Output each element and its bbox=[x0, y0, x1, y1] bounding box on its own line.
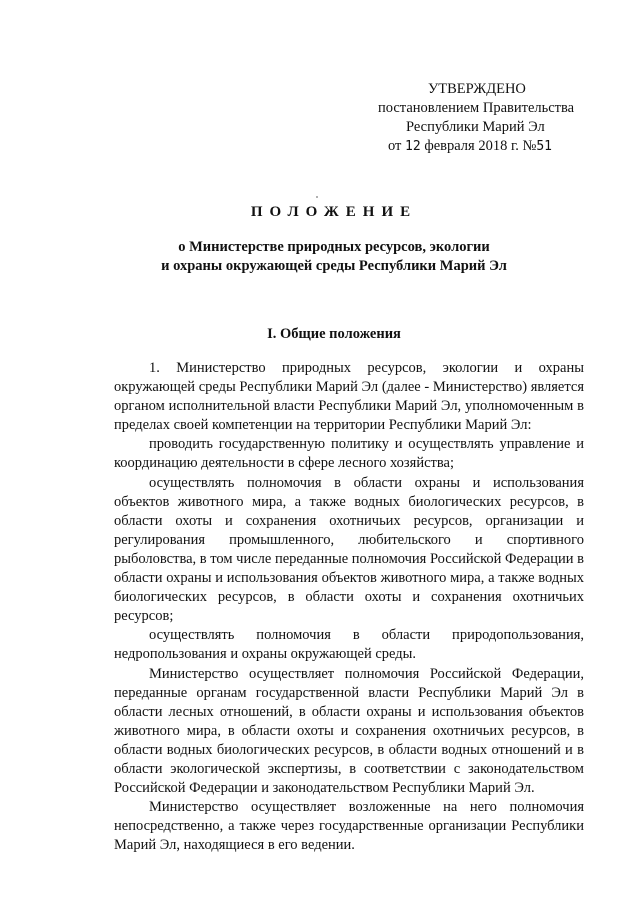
approval-number: 51 bbox=[536, 139, 553, 154]
approval-by-line: постановлением Правительства bbox=[378, 100, 575, 116]
document-body bbox=[114, 359, 584, 855]
approval-date-rest: февраля 2018 г. № bbox=[424, 138, 537, 154]
paragraph-1: 1. Министерство природных ресурсов, экологии и охраны окружающей среды Республики Марий Эл (далее - Министерство) является органом исполнительной власти Республики Марий Эл, уполномоченным в пределах своей компетенции на территории Республики Марий Эл: bbox=[114, 360, 584, 434]
document-subtitle bbox=[0, 238, 640, 276]
paragraph-2: проводить государственную политику и осуществлять управление и координацию деятельности в сфере лесного хозяйства; bbox=[114, 436, 584, 472]
approval-date-line bbox=[372, 137, 612, 156]
approval-heading: УТВЕРЖДЕНО bbox=[428, 81, 526, 97]
section-heading: I. Общие положения bbox=[267, 326, 401, 342]
document-title: ПОЛОЖЕНИЕ bbox=[250, 204, 418, 220]
paragraph-3: осуществлять полномочия в области охраны и использования объектов животного мира, а также водных биологических ресурсов, в области охоты и сохранения охотничьих ресурсов, организации и регулирования промышленного, любительского и спортивного рыболовства, в том числе переданные полномочия Российской Федерации в области охраны и использования объектов животного мира, а также водных биологических ресурсов, в области охоты и сохранения охотничьих ресурсов; bbox=[114, 474, 585, 625]
approval-region: Республики Марий Эл bbox=[406, 119, 545, 135]
paragraph-4: осуществлять полномочия в области природопользования, недропользования и охраны окружающей среды. bbox=[114, 627, 584, 663]
paragraph-6: Министерство осуществляет возложенные на него полномочия непосредственно, а также через государственные организации Республики Марий Эл, находящиеся в его ведении. bbox=[114, 799, 584, 854]
approval-date-prefix: от bbox=[388, 138, 402, 154]
subtitle-line-2: и охраны окружающей среды Республики Марий Эл bbox=[161, 258, 507, 274]
subtitle-line-1: о Министерстве природных ресурсов, экологии bbox=[178, 239, 490, 255]
paragraph-5: Министерство осуществляет полномочия Российской Федерации, переданные органам государственной власти Республики Марий Эл в области лесных отношений, в области охраны и использования объектов животного мира, в области охоты и сохранения охотничьих ресурсов, в области водных биологических ресурсов, в области водных отношений и в области экологической экспертизы, в соответствии с законодательством Российской Федерации и законодательством Республики Марий Эл. bbox=[114, 665, 584, 797]
approval-stamp bbox=[372, 80, 612, 156]
speck-mark bbox=[316, 196, 318, 198]
approval-day: 12 bbox=[405, 139, 421, 154]
